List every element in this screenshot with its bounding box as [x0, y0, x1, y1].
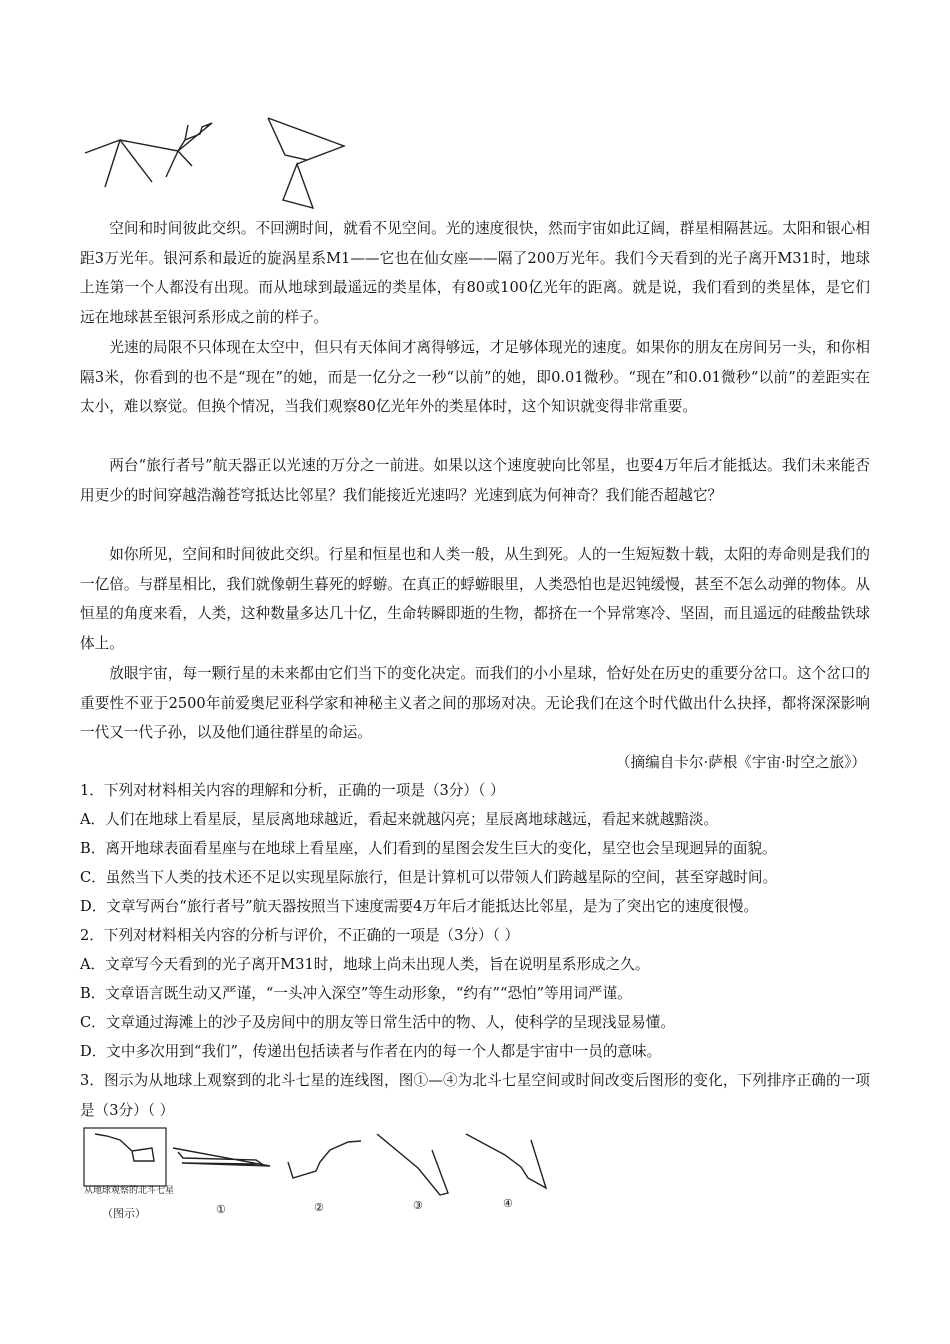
figure-label-1: ① [216, 1203, 226, 1216]
figure-label-2: ② [314, 1201, 324, 1214]
figure-label-main: （图示） [102, 1207, 146, 1220]
article-paragraph-2: 光速的局限不只体现在太空中，但只有天体间才离得够远，才足够体现光的速度。如果你的朋友在房间另一头，和你相隔3米，你看到的也不是“现在”的她，而是一亿分之一秒“以前”的她，即0.01微秒。“现在”和0.01微秒“以前”的差距实在太小，难以察觉。但换个情况，当我们观察80亿光年外的类星体时，这个知识就变得非常重要。 [80, 339, 870, 416]
big-dipper-variant-3-icon [377, 1134, 448, 1195]
bird-constellation-icon [268, 118, 344, 208]
figure-label-3: ③ [413, 1199, 423, 1212]
question-2-option-b[interactable]: B．文章语言既生动又严谨，“一头冲入深空”等生动形象，“约有”“恐怕”等用词严谨。 [80, 985, 632, 1002]
question-1-stem: 1．下列对材料相关内容的理解和分析，正确的一项是（3分）（ ） [80, 782, 505, 799]
big-dipper-variant-1-icon [173, 1148, 270, 1166]
question-2-option-c[interactable]: C．文章通过海滩上的沙子及房间中的朋友等日常生活中的物、人，使科学的呈现浅显易懂。 [80, 1014, 675, 1031]
question-1-option-a[interactable]: A．人们在地球上看星辰，星辰离地球越近，看起来就越闪亮；星辰离地球越远，看起来就越黯淡。 [80, 811, 719, 828]
big-dipper-original-icon [95, 1134, 154, 1161]
big-dipper-variant-2-icon [288, 1141, 361, 1178]
article-paragraph-4: 如你所见，空间和时间彼此交织。行星和恒星也和人类一般，从生到死。人的一生短短数十载，太阳的寿命则是我们的一亿倍。与群星相比，我们就像朝生暮死的蜉蝣。在真正的蜉蝣眼里，人类恐怕也是迟钝缓慢，甚至不怎么动弹的物体。从恒星的角度来看，人类，这种数量多达几十亿，生命转瞬即逝的生物，都挤在一个异常寒冷、坚固，而且遥远的硅酸盐铁球体上。 [80, 546, 870, 653]
question-3-stem: 3．图示为从地球上观察到的北斗七星的连线图，图①—④为北斗七星空间或时间改变后图形的变化，下列排序正确的一项是（3分）（ ） [80, 1072, 870, 1119]
article-paragraph-1: 空间和时间彼此交织。不回溯时间，就看不见空间。光的速度很快，然而宇宙如此辽阔，群星相隔甚远。太阳和银心相距3万光年。银河系和最近的旋涡星系M1——它也在仙女座——隔了200万光年。我们今天看到的光子离开M31时，地球上连第一个人都没有出现。而从地球到最遥远的类星体，有80或100亿光年的距离。就是说，我们看到的类星体，是它们远在地球甚至银河系形成之前的样子。 [80, 220, 870, 327]
question-2-option-a[interactable]: A．文章写今天看到的光子离开M31时，地球上尚未出现人类，旨在说明星系形成之久。 [80, 956, 650, 973]
figure-box-caption: 从地球观察的北斗七星 [84, 1186, 175, 1196]
article-source: （摘编自卡尔·萨根《宇宙·时空之旅》） [615, 754, 866, 771]
horse-constellation-icon [85, 123, 212, 187]
question-1-option-d[interactable]: D．文章写两台“旅行者号”航天器按照当下速度需要4万年后才能抵达比邻星，是为了突出它的速度很慢。 [80, 898, 759, 915]
article-paragraph-3: 两台“旅行者号”航天器正以光速的万分之一前进。如果以这个速度驶向比邻星，也要4万年后才能抵达。我们未来能否用更少的时间穿越浩瀚苍穹抵达比邻星？我们能接近光速吗？光速到底为何神奇？我们能否超越它？ [80, 457, 870, 504]
question-2-option-d[interactable]: D．文中多次用到“我们”，传递出包括读者与作者在内的每一个人都是宇宙中一员的意味。 [80, 1043, 662, 1060]
article-paragraph-5: 放眼宇宙，每一颗行星的未来都由它们当下的变化决定。而我们的小小星球，恰好处在历史的重要分岔口。这个岔口的重要性不亚于2500年前爱奥尼亚科学家和神秘主义者之间的那场对决。无论我们在这个时代做出什么抉择，都将深深影响一代又一代子孙，以及他们通往群星的命运。 [80, 665, 870, 742]
constellation-sketches [0, 0, 950, 210]
question-2-stem: 2．下列对材料相关内容的分析与评价，不正确的一项是（3分）（ ） [80, 927, 520, 944]
big-dipper-variant-4-icon [466, 1134, 546, 1188]
question-1-option-c[interactable]: C．虽然当下人类的技术还不足以实现星际旅行，但是计算机可以带领人们跨越星际的空间，甚至穿越时间。 [80, 869, 778, 886]
question-1-option-b[interactable]: B．离开地球表面看星座与在地球上看星座，人们看到的星图会发生巨大的变化，星空也会呈现迥异的面貌。 [80, 840, 777, 857]
figure-label-4: ④ [503, 1197, 513, 1210]
